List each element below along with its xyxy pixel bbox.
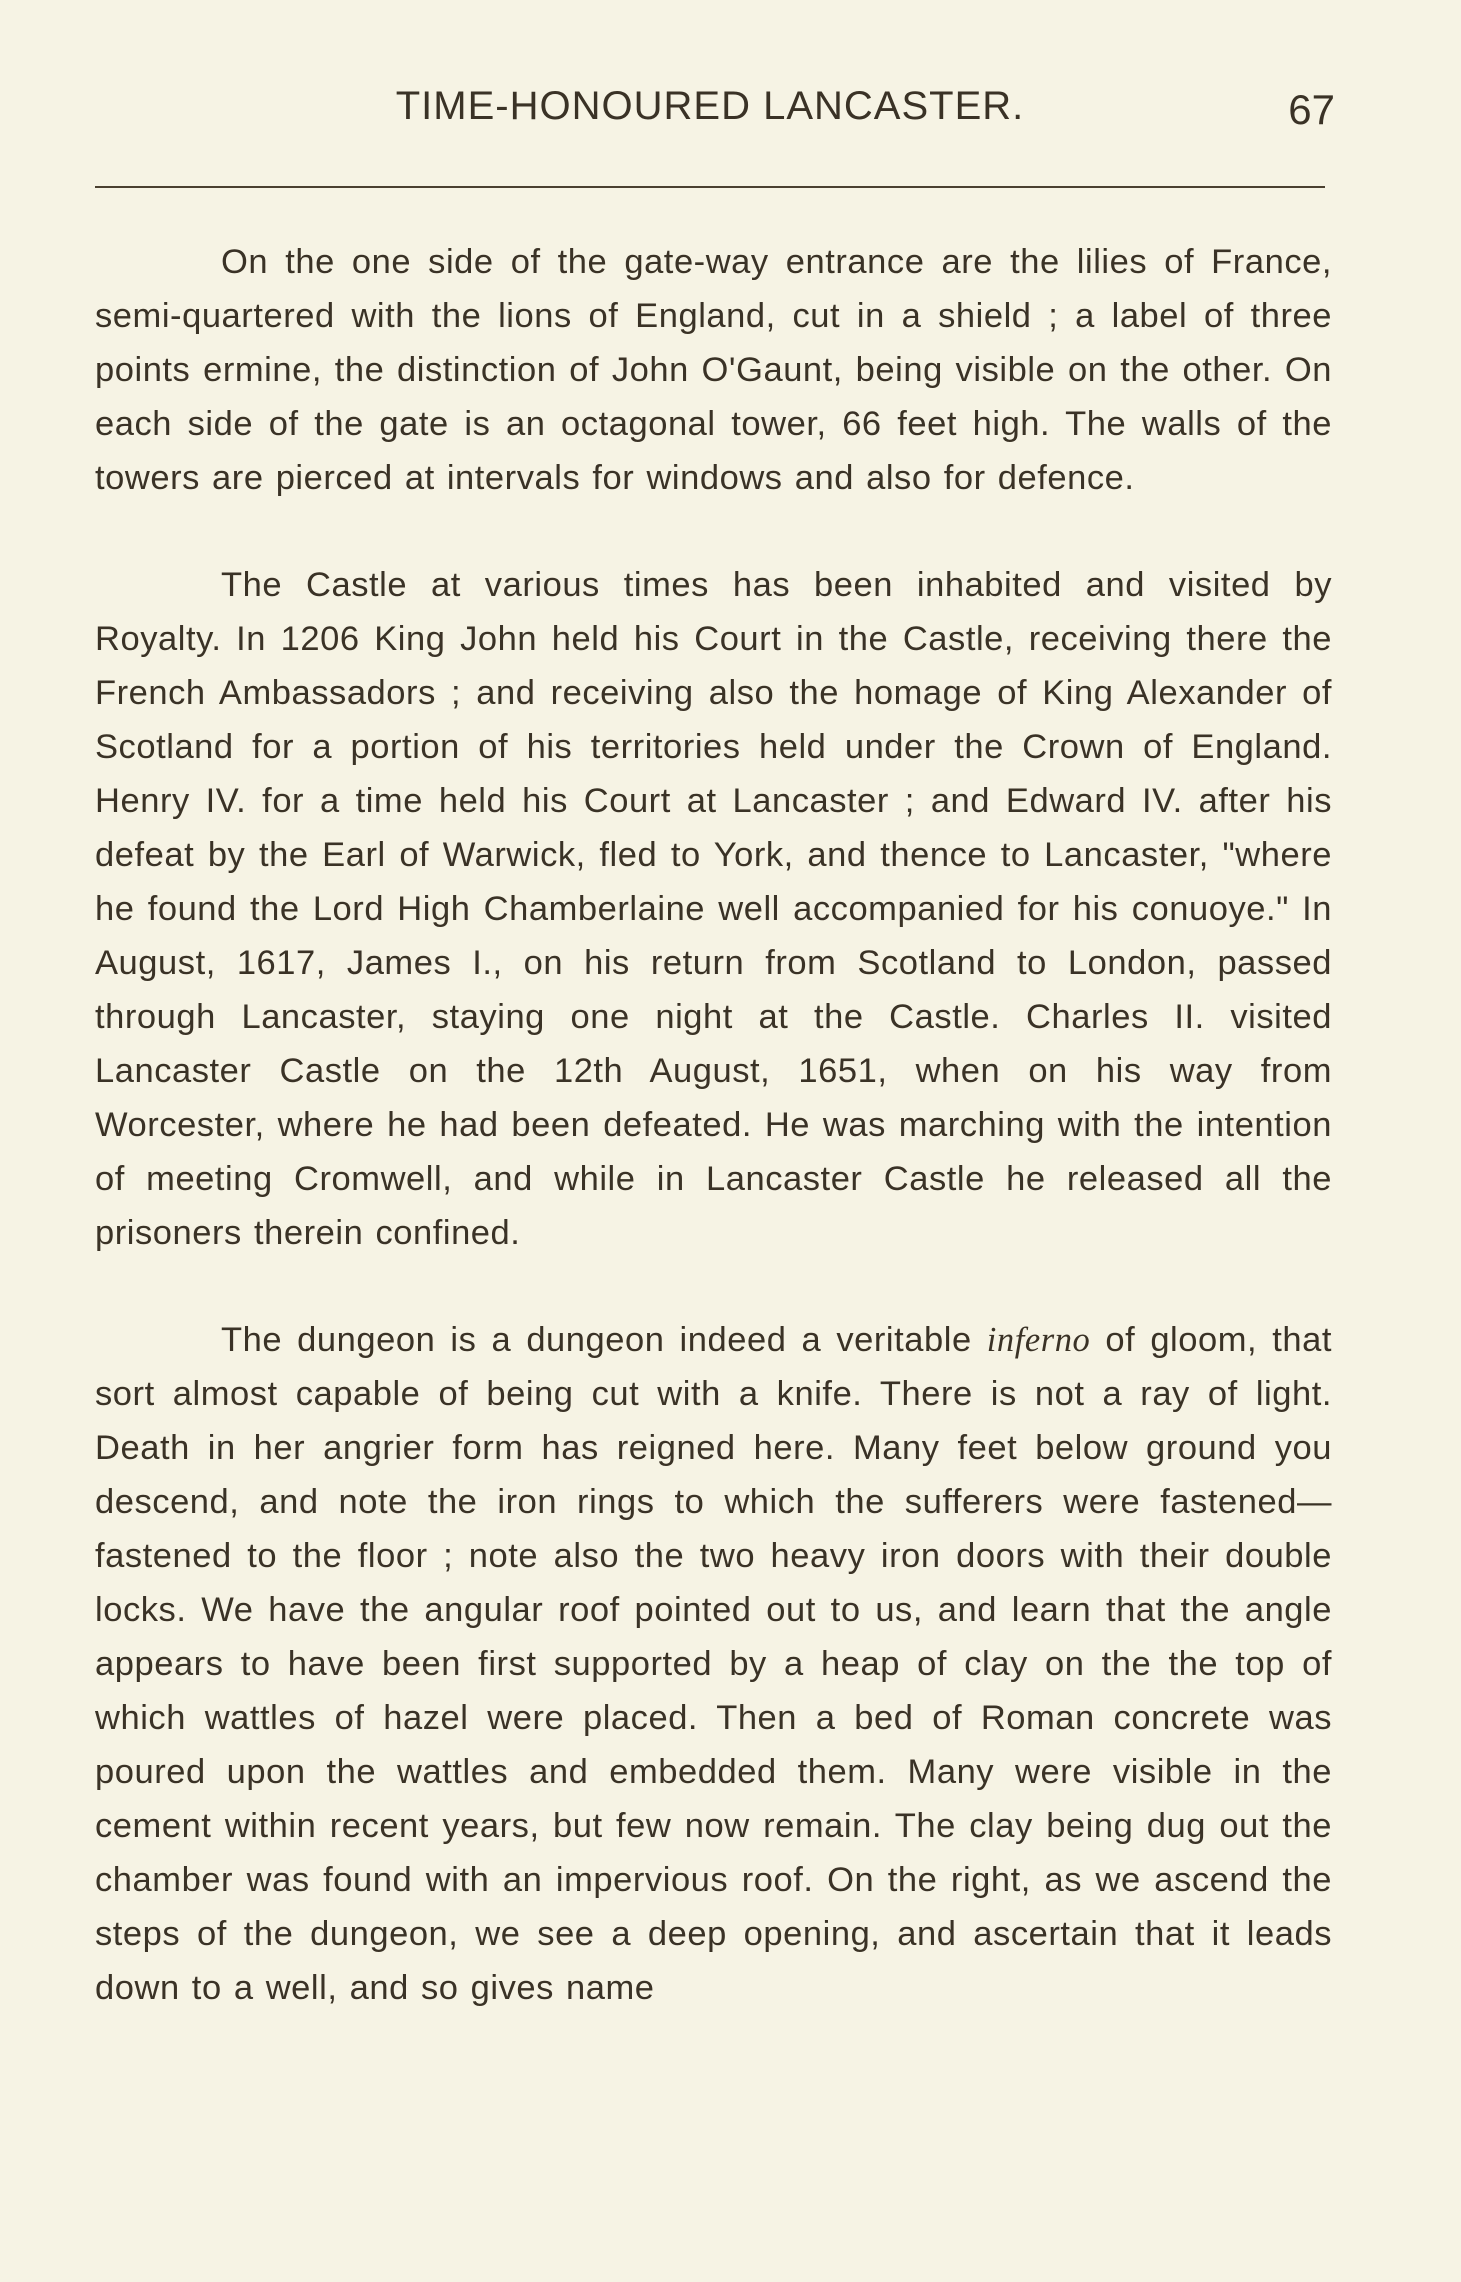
body-text bbox=[95, 235, 1332, 2068]
header-rule bbox=[95, 186, 1325, 188]
paragraph-royalty: The Castle at various times has been inhabited and visited by Royalty. In 1206 King John held his Court in the Castle, receiving there the French Ambassadors ; and receiving also the homage of King Alexander of Scotland for a portion of his territories held under the Crown of England. Henry IV. for a time held his Court at Lancaster ; and Edward IV. after his defeat by the Earl of Warwick, fled to York, and thence to Lancaster, "where he found the Lord High Chamberlaine well accompanied for his conuoye." In August, 1617, James I., on his return from Scotland to London, passed through Lancaster, staying one night at the Castle. Charles II. visited Lancaster Castle on the 12th August, 1651, when on his way from Worcester, where he had been defeated. He was marching with the intention of meeting Cromwell, and while in Lancaster Castle he released all the prisoners therein confined. bbox=[95, 566, 1332, 1252]
paragraph-gateway: On the one side of the gate-way entrance are the lilies of France, semi-quartered with the lions of England, cut in a shield ; a label of three points ermine, the distinction of John O'Gaunt, being visible on the other. On each side of the gate is an octagonal tower, 66 feet high. The walls of the towers are pierced at intervals for windows and also for defence. bbox=[95, 243, 1332, 497]
page-header bbox=[95, 84, 1335, 144]
dungeon-text-after: of gloom, that sort almost capable of being cut with a knife. There is not a ray of light. Death in her angrier form has reigned here. Many feet below ground you descend, and note the iron rings to which the sufferers were fastened—fastened to the floor ; note also the two heavy iron doors with their double locks. We have the angular roof pointed out to us, and learn that the angle appears to have been first supported by a heap of clay on the the top of which wattles of hazel were placed. Then a bed of Roman concrete was poured upon the wattles and embedded them. Many were visible in the cement within recent years, but few now remain. The clay being dug out the chamber was found with an impervious roof. On the right, as we ascend the steps of the dungeon, we see a deep opening, and ascertain that it leads down to a well, and so gives name bbox=[95, 1321, 1332, 2007]
dungeon-text-before: The dungeon is a dungeon indeed a veritable bbox=[221, 1321, 987, 1359]
running-title: TIME-HONOURED LANCASTER. bbox=[395, 84, 1025, 128]
paragraph-dungeon bbox=[95, 1313, 1332, 2015]
italic-term: inferno bbox=[986, 1321, 1091, 1359]
page-number: 67 bbox=[1288, 86, 1335, 133]
